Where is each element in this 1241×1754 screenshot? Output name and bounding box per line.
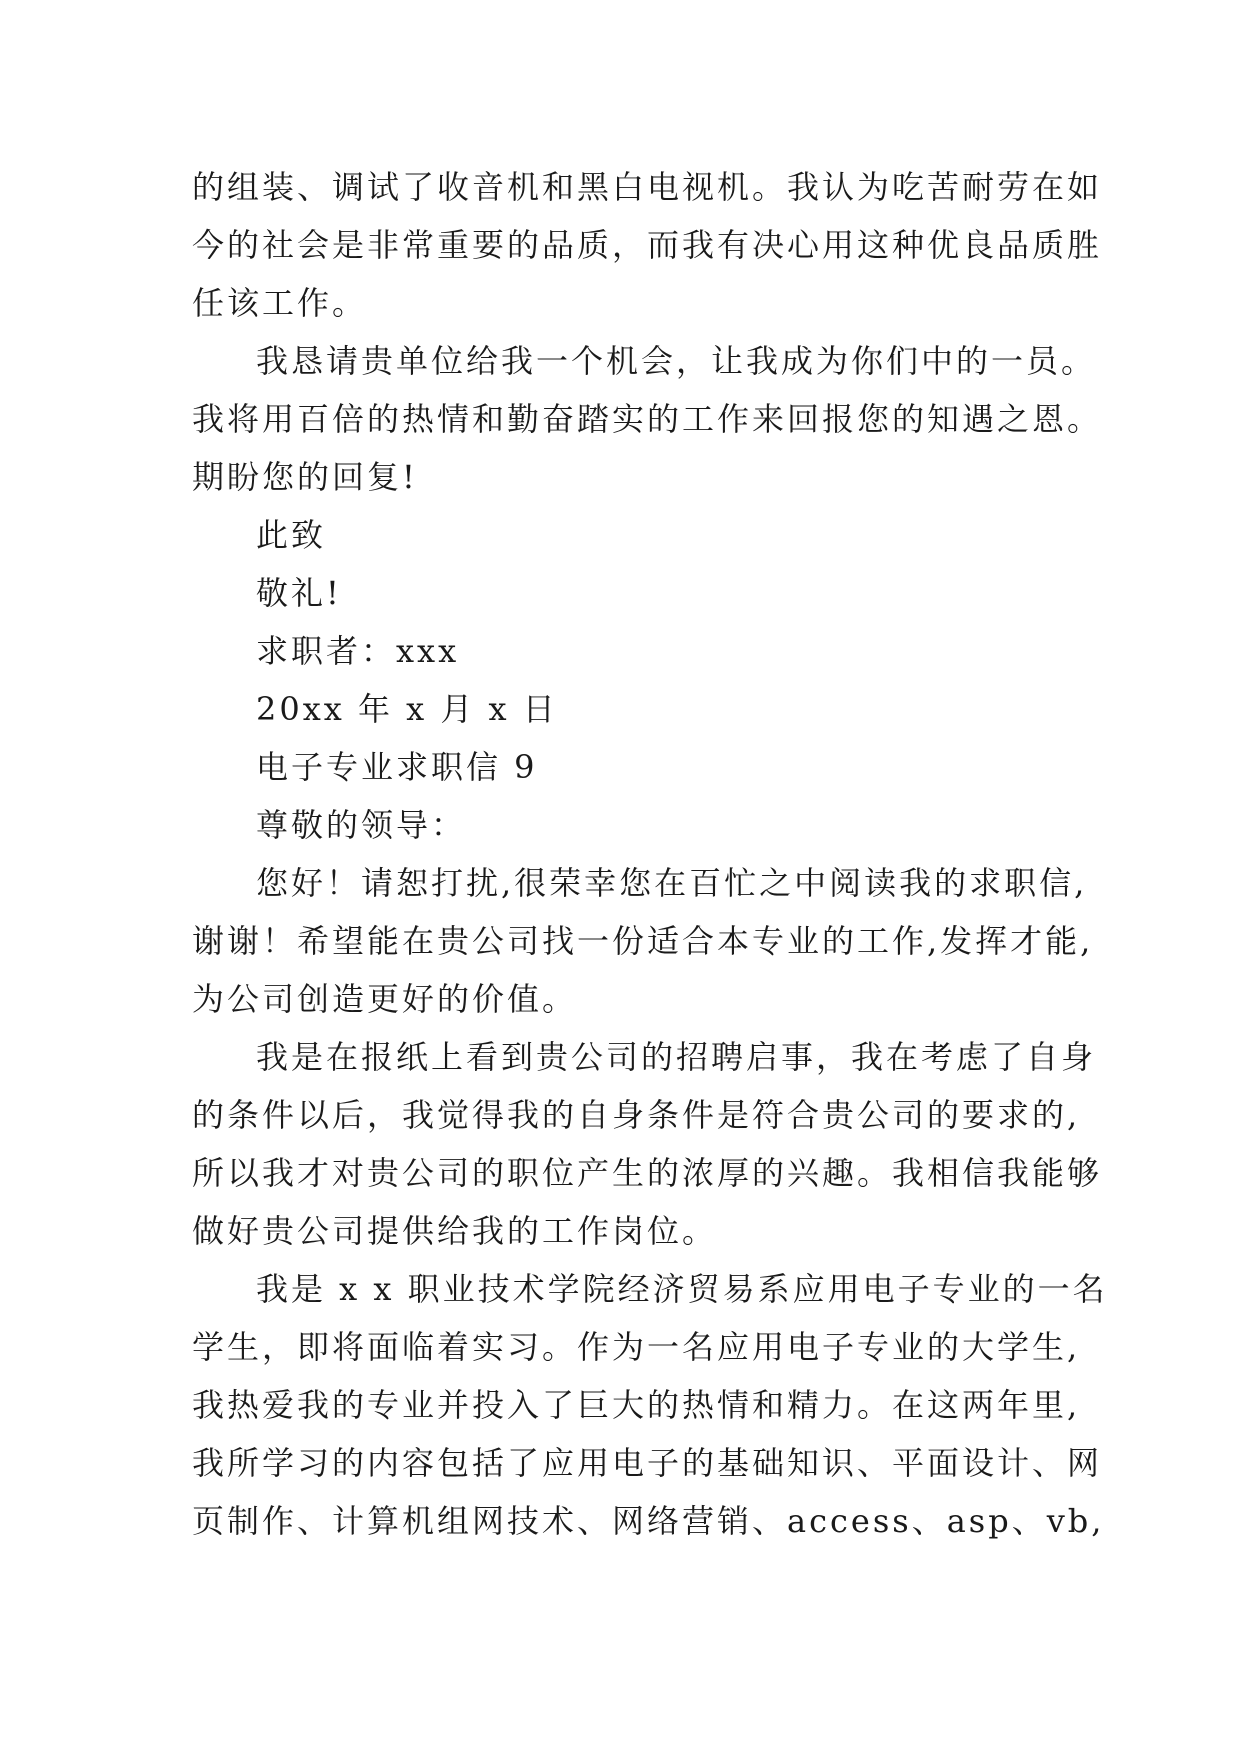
text-line: 的条件以后，我觉得我的自身条件是符合贵公司的要求的, (192, 1096, 1081, 1134)
text-line: 我是 x x 职业技术学院经济贸易系应用电子专业的一名 (256, 1270, 1108, 1308)
text-line: 期盼您的回复! (192, 458, 418, 496)
section-title: 电子专业求职信 9 (256, 748, 538, 786)
text-line: 您好！请恕打扰,很荣幸您在百忙之中阅读我的求职信, (256, 864, 1088, 902)
text-line: 今的社会是非常重要的品质，而我有决心用这种优良品质胜 (192, 226, 1103, 264)
text-line: 我是在报纸上看到贵公司的招聘启事，我在考虑了自身 (256, 1038, 1097, 1076)
text-line: 为公司创造更好的价值。 (192, 980, 578, 1018)
text-line: 所以我才对贵公司的职位产生的浓厚的兴趣。我相信我能够 (192, 1154, 1103, 1192)
text-line: 做好贵公司提供给我的工作岗位。 (192, 1212, 718, 1250)
date-line: 20xx 年 x 月 x 日 (256, 690, 558, 728)
text-line: 我将用百倍的热情和勤奋踏实的工作来回报您的知遇之恩。 (192, 400, 1103, 438)
text-line: 任该工作。 (192, 284, 368, 322)
signature-line: 求职者：xxx (256, 632, 460, 670)
closing-regards: 敬礼! (256, 574, 342, 612)
text-line: 页制作、计算机组网技术、网络营销、access、asp、vb, (192, 1502, 1105, 1540)
text-line: 我所学习的内容包括了应用电子的基础知识、平面设计、网 (192, 1444, 1103, 1482)
greeting: 尊敬的领导： (256, 806, 467, 844)
text-line: 我热爱我的专业并投入了巨大的热情和精力。在这两年里, (192, 1386, 1081, 1424)
letter-body (192, 158, 1108, 1550)
text-line: 学生，即将面临着实习。作为一名应用电子专业的大学生, (192, 1328, 1081, 1366)
closing-salutation: 此致 (256, 516, 327, 554)
text-line: 的组装、调试了收音机和黑白电视机。我认为吃苦耐劳在如 (192, 168, 1103, 206)
text-line: 谢谢！希望能在贵公司找一份适合本专业的工作,发挥才能, (192, 922, 1094, 960)
text-line: 我恳请贵单位给我一个机会，让我成为你们中的一员。 (256, 342, 1097, 380)
